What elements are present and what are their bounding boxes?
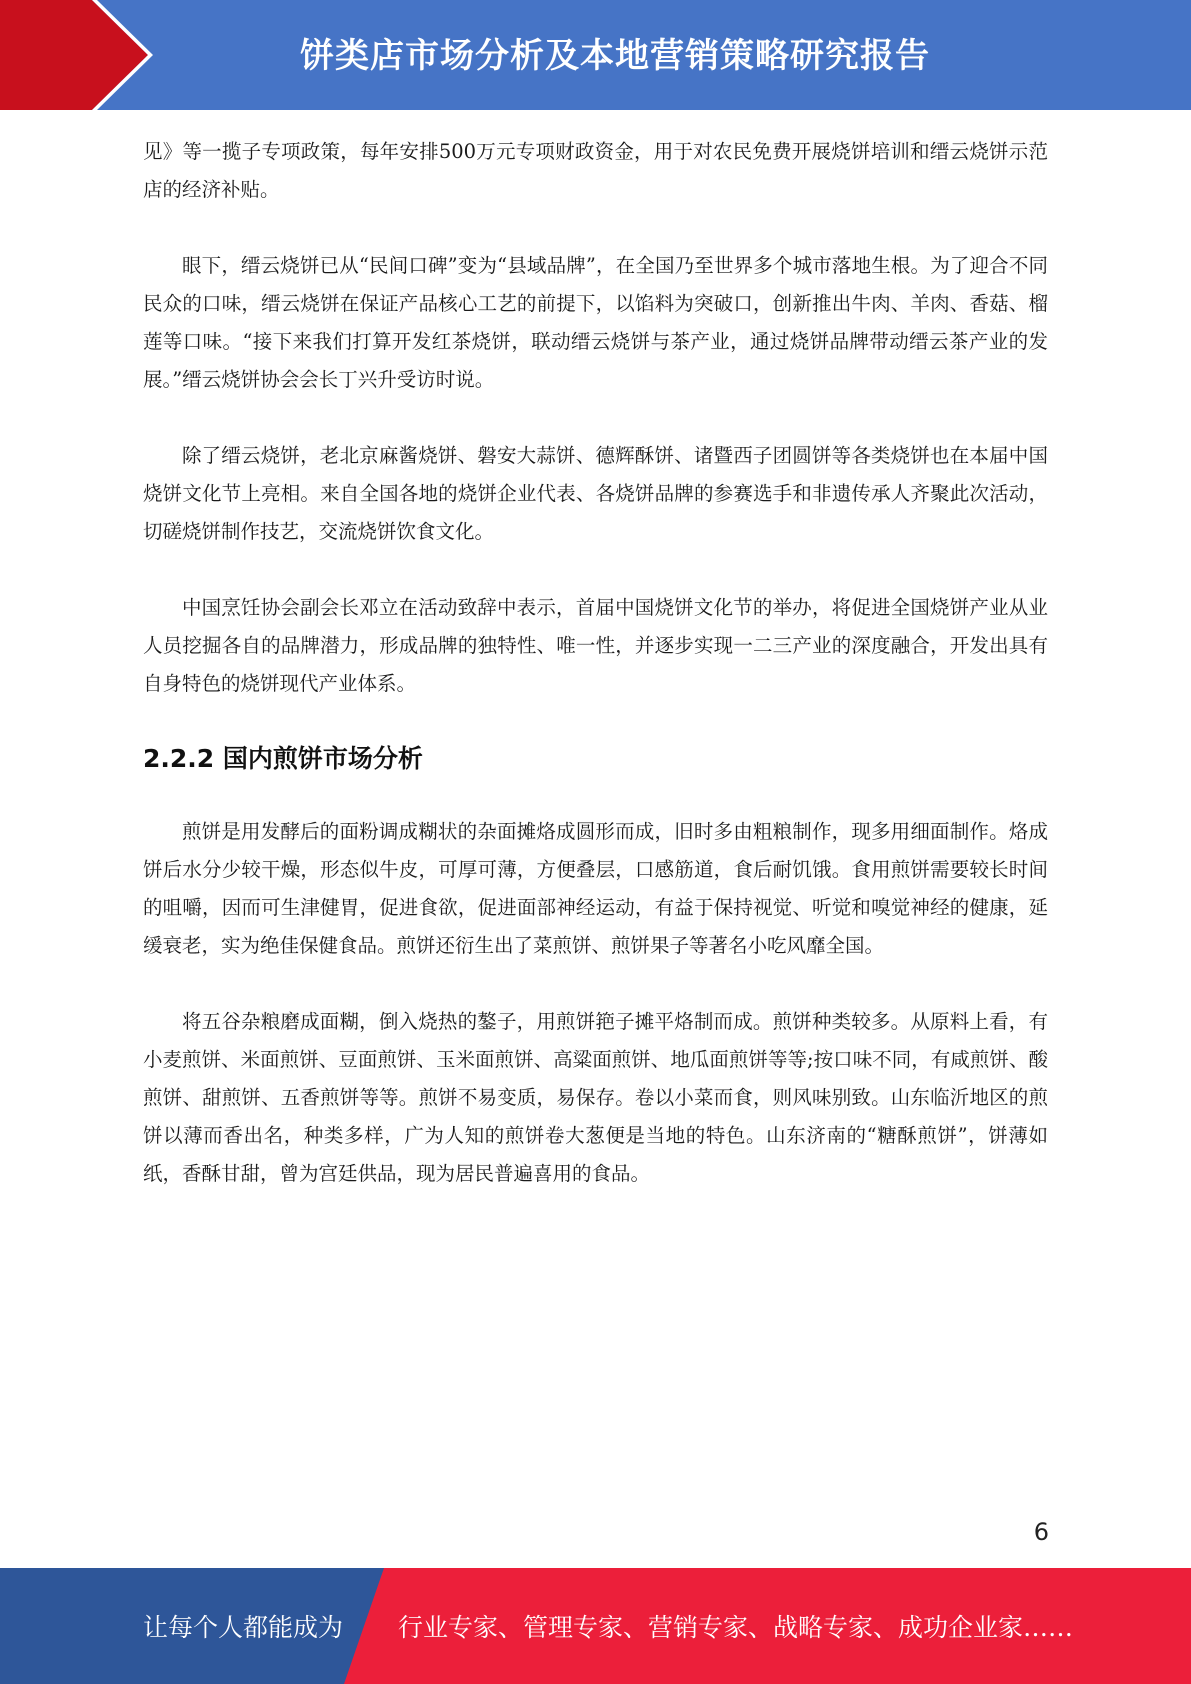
paragraph: 眼下，缙云烧饼已从“民间口碑”变为“县域品牌”，在全国乃至世界多个城市落地生根。为了迎合不同民众的口味，缙云烧饼在保证产品核心工艺的前提下，以馅料为突破口，创新推出牛肉、羊肉、香菇、榴莲等口味。“接下来我们打算开发红茶烧饼，联动缙云烧饼与茶产业，通过烧饼品牌带动缙云茶产业的发展。”缙云烧饼协会会长丁兴升受访时说。 [143, 254, 1048, 391]
page-number: 6 [1033, 1518, 1049, 1546]
paragraph: 除了缙云烧饼，老北京麻酱烧饼、磐安大蒜饼、德辉酥饼、诸暨西子团圆饼等各类烧饼也在本届中国烧饼文化节上亮相。来自全国各地的烧饼企业代表、各烧饼品牌的参赛选手和非遗传承人齐聚此次活动，切磋烧饼制作技艺，交流烧饼饮食文化。 [143, 444, 1048, 543]
section-heading: 2.2.2 国内煎饼市场分析 [143, 744, 423, 773]
report-title: 饼类店市场分析及本地营销策略研究报告 [300, 35, 930, 76]
footer-slogan-right: 行业专家、管理专家、营销专家、战略专家、成功企业家…… [398, 1613, 1074, 1642]
footer-slogan-left: 让每个人都能成为 [143, 1613, 344, 1642]
page-body [143, 133, 1048, 1193]
page-footer [0, 1568, 1191, 1684]
paragraph: 煎饼是用发酵后的面粉调成糊状的杂面摊烙成圆形而成，旧时多由粗粮制作，现多用细面制作。烙成饼后水分少较干燥，形态似牛皮，可厚可薄，方便叠层，口感筋道，食后耐饥饿。食用煎饼需要较长时间的咀嚼，因而可生津健胃，促进食欲，促进面部神经运动，有益于保持视觉、听觉和嗅觉神经的健康，延缓衰老，实为绝佳保健食品。煎饼还衍生出了菜煎饼、煎饼果子等著名小吃风靡全国。 [143, 820, 1048, 957]
page-header [0, 0, 1191, 110]
paragraph-continued: 见》等一揽子专项政策，每年安排500万元专项财政资金，用于对农民免费开展烧饼培训和缙云烧饼示范店的经济补贴。 [143, 140, 1048, 201]
paragraph: 中国烹饪协会副会长邓立在活动致辞中表示，首届中国烧饼文化节的举办，将促进全国烧饼产业从业人员挖掘各自的品牌潜力，形成品牌的独特性、唯一性，并逐步实现一二三产业的深度融合，开发出具有自身特色的烧饼现代产业体系。 [143, 596, 1048, 695]
paragraph: 将五谷杂粮磨成面糊，倒入烧热的鏊子，用煎饼筢子摊平烙制而成。煎饼种类较多。从原料上看，有小麦煎饼、米面煎饼、豆面煎饼、玉米面煎饼、高粱面煎饼、地瓜面煎饼等等;按口味不同，有咸煎饼、酸煎饼、甜煎饼、五香煎饼等等。煎饼不易变质，易保存。卷以小菜而食，则风味别致。山东临沂地区的煎饼以薄而香出名，种类多样，广为人知的煎饼卷大葱便是当地的特色。山东济南的“糖酥煎饼”，饼薄如纸，香酥甘甜，曾为宫廷供品，现为居民普遍喜用的食品。 [143, 1010, 1048, 1185]
